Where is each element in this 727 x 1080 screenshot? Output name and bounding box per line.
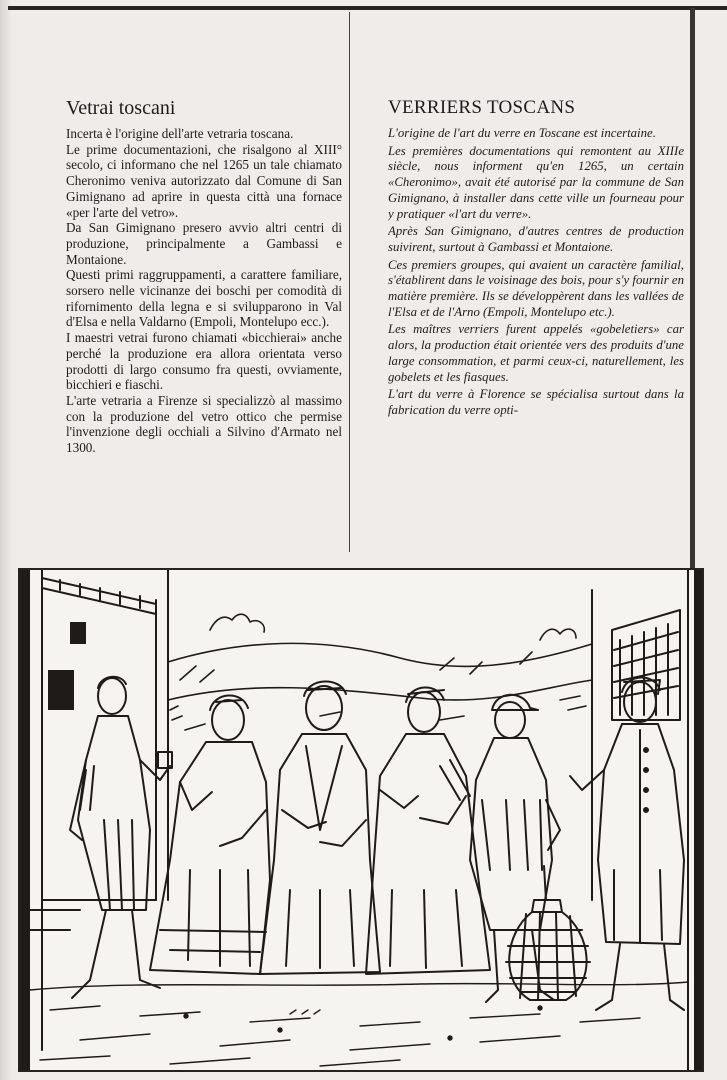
top-rule xyxy=(8,6,727,10)
french-text-body xyxy=(388,126,684,541)
french-text-column xyxy=(388,96,684,541)
italian-paragraph: Da San Gimignano presero avvio altri centri di produzione, principalmente a Gambassi e Montaione. xyxy=(66,220,342,267)
french-paragraph: Les premières documentations qui remontent au XIIIe siècle, nous informent qu'en 1265, un certain «Cheronimo», avait été autorisé par la commune de San Gimignano, à installer dans cette ville un fourneau pour y pratiquer «l'art du verre». xyxy=(388,143,684,221)
french-paragraph: Les maîtres verriers furent appelés «gobeletiers» car alors, la production était orientée vers des produits d'une large consommation, et parmi ceux-ci, naturellement, les gobelets et les fiasques. xyxy=(388,322,684,384)
italian-paragraph: I maestri vetrai furono chiamati «bicchierai» anche perché la produzione era allora orientata verso prodotti di largo consumo fra questi, ovviamente, bicchieri e fiaschi. xyxy=(66,330,342,393)
left-building xyxy=(20,570,168,1070)
page-edge-shadow xyxy=(0,0,12,1080)
right-margin-rule xyxy=(690,8,695,568)
figure-seated-2 xyxy=(260,681,380,974)
ground xyxy=(30,982,688,1066)
italian-paragraph: L'arte vetraria a Firenze si specializzò al massimo con la produzione del vetro ottico che permise l'invenzione degli occhiali a Silvino d'Armato nel 1300. xyxy=(66,392,342,456)
french-paragraph: Après San Gimignano, d'autres centres de production suivirent, surtout à Gambassi et Montaione. xyxy=(388,224,684,254)
woodcut-illustration xyxy=(18,568,704,1072)
french-paragraph: L'art du verre à Florence se spécialisa surtout dans la fabrication du verre opti- xyxy=(388,387,684,417)
woodcut-scene xyxy=(20,570,702,1070)
figure-with-flask xyxy=(470,695,560,1002)
landscape-hills xyxy=(168,614,592,730)
italian-title: Vetrai toscani xyxy=(66,97,176,119)
french-paragraph: Ces premiers groupes, qui avaient un caractère familial, s'établirent dans le voisinage des bois, pour s'y fournir en matière première. Ils se développèrent dans les vallées de l'Elsa et de l'Arno (Empoli, Montelupo etc.). xyxy=(388,257,684,319)
column-divider xyxy=(349,12,350,552)
italian-paragraph: Incerta è l'origine dell'arte vetraria toscana. xyxy=(66,126,294,141)
italian-paragraph: Questi primi raggruppamenti, a carattere familiare, sorsero nelle vicinanze dei boschi per comodità di rifornimento della legna e si svilupparono in Val d'Elsa e nella Valdarno (Empoli, Montelupo ecc.). xyxy=(66,267,342,330)
italian-text-column xyxy=(66,96,342,456)
italian-paragraph: Le prime documentazioni, che risalgono al XIII° secolo, ci informano che nel 1265 un tale chiamato Cheronimo veniva autorizzato dal Comune di San Gimignano ad aprire in questa città una fornace «per l'arte del vetro». xyxy=(66,141,342,220)
french-paragraph: L'origine de l'art du verre en Toscane est incertaine. xyxy=(388,126,656,140)
right-building xyxy=(592,570,702,1070)
french-title: VERRIERS TOSCANS xyxy=(388,97,576,118)
